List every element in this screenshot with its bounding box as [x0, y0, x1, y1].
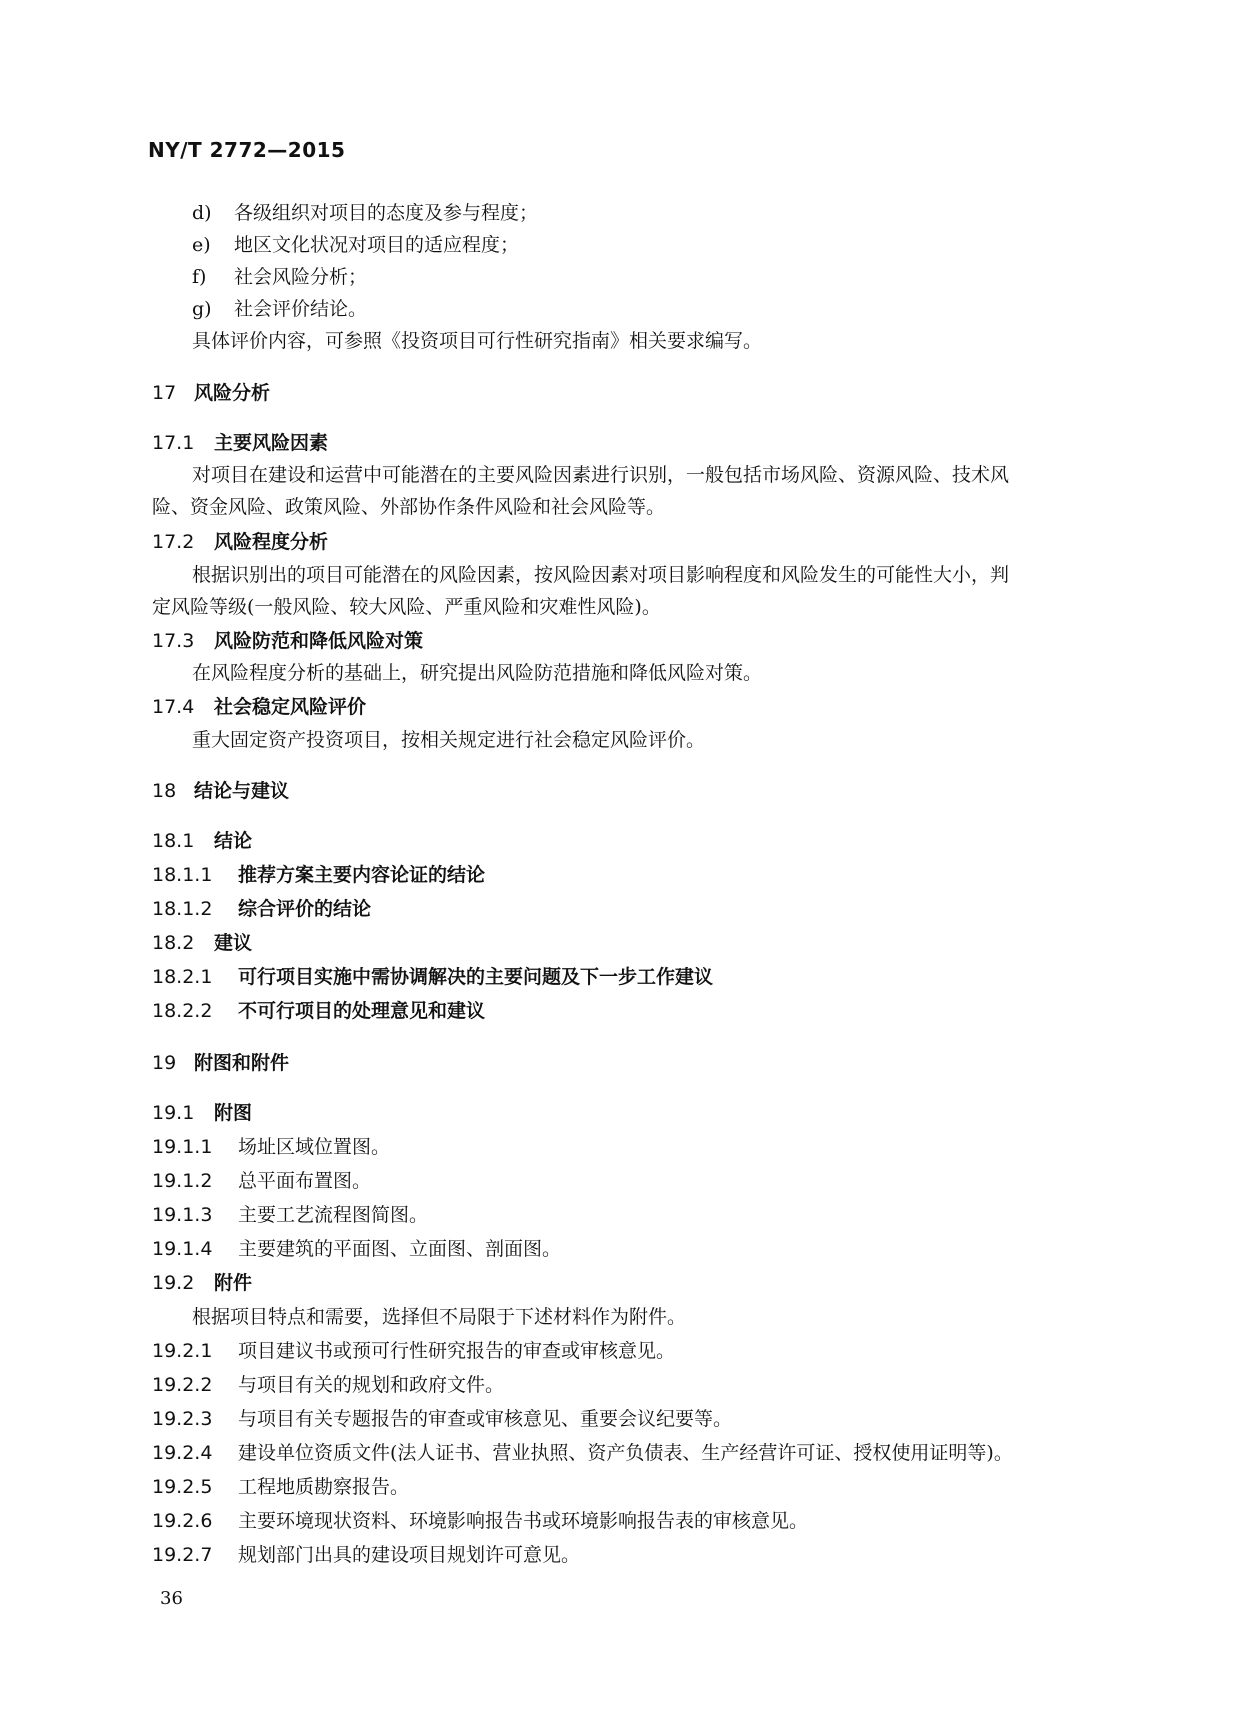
- section-number: 19: [152, 1052, 177, 1074]
- subsection-number: 18.2: [152, 932, 195, 954]
- item-number: 19.1.3: [152, 1204, 213, 1226]
- list-item: [192, 200, 538, 226]
- list-text: 社会评价结论。: [234, 298, 368, 320]
- subsection-title: 主要风险因素: [214, 432, 329, 454]
- item-text: 主要建筑的平面图、立面图、剖面图。: [238, 1238, 562, 1260]
- item-text: 总平面布置图。: [238, 1170, 372, 1192]
- paragraph: 根据识别出的项目可能潜在的风险因素，按风险因素对项目影响程度和风险发生的可能性大小，判: [192, 564, 1010, 586]
- paragraph-continued: 定风险等级(一般风险、较大风险、严重风险和灾难性风险)。: [152, 596, 661, 618]
- item-number: 19.1.2: [152, 1170, 213, 1192]
- subsection-title: 风险程度分析: [214, 531, 329, 553]
- subsubsection-title: 推荐方案主要内容论证的结论: [238, 864, 486, 886]
- section-heading: [152, 778, 289, 804]
- list-label: f): [192, 266, 207, 288]
- list-text: 地区文化状况对项目的适应程度；: [234, 234, 520, 256]
- section-title: 附图和附件: [194, 1052, 290, 1074]
- subsubsection-number: 18.2.2: [152, 1000, 213, 1022]
- item-number: 19.2.6: [152, 1510, 213, 1532]
- list-item: [192, 296, 367, 322]
- subsubsection-title: 不可行项目的处理意见和建议: [238, 1000, 486, 1022]
- paragraph: 对项目在建设和运营中可能潜在的主要风险因素进行识别，一般包括市场风险、资源风险、技术风: [192, 464, 1010, 486]
- list-item: [192, 264, 367, 290]
- paragraph: 具体评价内容，可参照《投资项目可行性研究指南》相关要求编写。: [192, 330, 763, 352]
- section-number: 17: [152, 382, 177, 404]
- numbered-item: [152, 1338, 675, 1364]
- section-heading: [152, 1050, 289, 1076]
- item-number: 19.2.3: [152, 1408, 213, 1430]
- list-text: 各级组织对项目的态度及参与程度；: [234, 202, 539, 224]
- subsubsection-heading: [152, 964, 713, 990]
- subsection-title: 建议: [214, 932, 253, 954]
- item-text: 项目建议书或预可行性研究报告的审查或审核意见。: [238, 1340, 676, 1362]
- list-label: e): [192, 234, 211, 256]
- item-number: 19.2.2: [152, 1374, 213, 1396]
- item-number: 19.2.5: [152, 1476, 213, 1498]
- section-title: 风险分析: [194, 382, 271, 404]
- item-text: 场址区域位置图。: [238, 1136, 391, 1158]
- subsubsection-number: 18.1.1: [152, 864, 213, 886]
- subsubsection-number: 18.1.2: [152, 898, 213, 920]
- item-text: 主要环境现状资料、环境影响报告书或环境影响报告表的审核意见。: [238, 1510, 809, 1532]
- subsection-heading: [152, 694, 366, 720]
- subsection-heading: [152, 430, 328, 456]
- paragraph: 根据项目特点和需要，选择但不局限于下述材料作为附件。: [192, 1306, 687, 1328]
- numbered-item: [152, 1474, 409, 1500]
- paragraph: 重大固定资产投资项目，按相关规定进行社会稳定风险评价。: [192, 729, 706, 751]
- subsection-title: 附图: [214, 1102, 253, 1124]
- item-text: 主要工艺流程图简图。: [238, 1204, 429, 1226]
- section-title: 结论与建议: [194, 780, 290, 802]
- numbered-item: [152, 1406, 732, 1432]
- numbered-item: [152, 1202, 428, 1228]
- subsection-heading: [152, 1270, 252, 1296]
- subsection-number: 19.1: [152, 1102, 195, 1124]
- standard-code: NY/T 2772—2015: [148, 138, 346, 162]
- subsubsection-number: 18.2.1: [152, 966, 213, 988]
- item-number: 19.2.1: [152, 1340, 213, 1362]
- subsection-title: 社会稳定风险评价: [214, 696, 367, 718]
- item-text: 建设单位资质文件(法人证书、营业执照、资产负债表、生产经营许可证、授权使用证明等)。: [238, 1442, 1013, 1464]
- numbered-item: [152, 1440, 1013, 1466]
- numbered-item: [152, 1236, 561, 1262]
- numbered-item: [152, 1168, 371, 1194]
- subsection-heading: [152, 628, 423, 654]
- subsection-number: 17.3: [152, 630, 195, 652]
- item-text: 工程地质勘察报告。: [238, 1476, 410, 1498]
- subsection-title: 风险防范和降低风险对策: [214, 630, 424, 652]
- subsection-number: 17.1: [152, 432, 195, 454]
- numbered-item: [152, 1508, 808, 1534]
- item-number: 19.2.7: [152, 1544, 213, 1566]
- subsubsection-heading: [152, 998, 485, 1024]
- subsection-number: 17.2: [152, 531, 195, 553]
- item-number: 19.1.1: [152, 1136, 213, 1158]
- item-text: 与项目有关的规划和政府文件。: [238, 1374, 505, 1396]
- subsection-heading: [152, 1100, 252, 1126]
- section-heading: [152, 380, 270, 406]
- subsection-heading: [152, 930, 252, 956]
- numbered-item: [152, 1542, 580, 1568]
- subsection-number: 18.1: [152, 830, 195, 852]
- subsubsection-title: 可行项目实施中需协调解决的主要问题及下一步工作建议: [238, 966, 714, 988]
- list-item: [192, 232, 519, 258]
- list-text: 社会风险分析；: [234, 266, 368, 288]
- section-number: 18: [152, 780, 177, 802]
- numbered-item: [152, 1372, 504, 1398]
- subsection-title: 结论: [214, 830, 253, 852]
- paragraph: 在风险程度分析的基础上，研究提出风险防范措施和降低风险对策。: [192, 662, 763, 684]
- subsection-title: 附件: [214, 1272, 253, 1294]
- page-number: 36: [160, 1588, 183, 1609]
- item-text: 与项目有关专题报告的审查或审核意见、重要会议纪要等。: [238, 1408, 733, 1430]
- paragraph-continued: 险、资金风险、政策风险、外部协作条件风险和社会风险等。: [152, 496, 666, 518]
- item-number: 19.2.4: [152, 1442, 213, 1464]
- list-label: g): [192, 298, 212, 320]
- subsection-heading: [152, 828, 252, 854]
- subsubsection-heading: [152, 896, 371, 922]
- numbered-item: [152, 1134, 390, 1160]
- subsection-number: 19.2: [152, 1272, 195, 1294]
- list-label: d): [192, 202, 212, 224]
- subsubsection-title: 综合评价的结论: [238, 898, 372, 920]
- subsubsection-heading: [152, 862, 485, 888]
- subsection-number: 17.4: [152, 696, 195, 718]
- subsection-heading: [152, 529, 328, 555]
- item-text: 规划部门出具的建设项目规划许可意见。: [238, 1544, 581, 1566]
- item-number: 19.1.4: [152, 1238, 213, 1260]
